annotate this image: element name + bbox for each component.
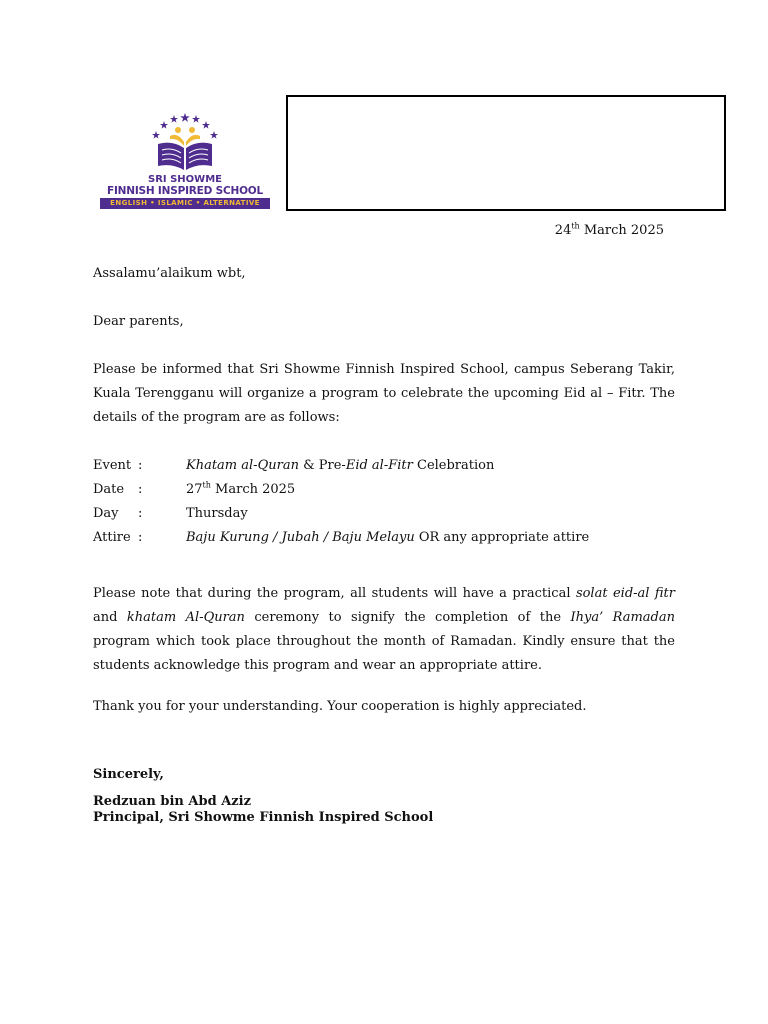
event-date-suffix: th [202,480,211,490]
school-logo [98,112,272,210]
detail-colon: : [138,506,143,521]
event-mid: & Pre- [298,458,346,473]
letter-date [520,223,664,238]
detail-value [186,526,589,550]
intro-paragraph: Please be informed that Sri Showme Finnish Inspired School, campus Seberang Takir, Kuala Terengganu will organize a program to celebrate the upcoming Eid al – Fitr. The details of the program are as follows: [93,362,675,425]
closing: Sincerely, [93,767,164,782]
event-end: Celebration [412,458,495,473]
date-suffix: th [571,221,580,231]
blank-header-box [286,95,726,211]
event-date-rest: March 2025 [210,482,296,497]
detail-row-attire [93,526,675,550]
detail-label: Day [93,506,119,521]
thanks-paragraph: Thank you for your understanding. Your cooperation is highly appreciated. [93,699,587,714]
detail-row-day [93,502,675,526]
detail-row-date [93,478,675,502]
event-italic-1: Khatam al-Quran [186,458,299,473]
detail-label: Attire [93,530,131,545]
note-italic-3: Ihya’ Ramadan [570,610,675,625]
logo-tagline: ENGLISH • ISLAMIC • ALTERNATIVE [100,198,270,209]
event-italic-2: Eid al-Fitr [345,458,413,473]
detail-colon: : [138,482,143,497]
note-part-3: ceremony to signify the completion of the [244,610,571,625]
event-date-day: 27 [186,482,203,497]
detail-row-event [93,454,675,478]
detail-label: Event [93,458,132,473]
greeting: Assalamu’alaikum wbt, [93,266,246,281]
program-note-paragraph [93,582,675,678]
detail-value [186,454,494,478]
program-details [93,454,675,550]
note-italic-2: khatam Al-Quran [126,610,245,625]
detail-colon: : [138,458,143,473]
attire-italic: Baju Kurung / Jubah / Baju Melayu [186,530,415,545]
note-part-4: program which took place throughout the month of Ramadan. Kindly ensure that the students acknowledge this program and wear an appropriate attire. [93,634,675,673]
note-italic-1: solat eid-al fitr [575,586,676,601]
note-part-2: and [93,610,127,625]
date-day: 24 [554,223,572,238]
detail-label: Date [93,482,125,497]
attire-end: OR any appropriate attire [414,530,590,545]
signature-block [93,794,433,826]
logo-school-name-line1: SRI SHOWME [148,174,222,185]
signatory-title: Principal, Sri Showme Finnish Inspired School [93,810,434,825]
salutation: Dear parents, [93,314,184,329]
detail-value: Thursday [186,506,248,521]
logo-school-name-line2: FINNISH INSPIRED SCHOOL [106,185,264,197]
detail-colon: : [138,530,143,545]
detail-value [186,478,295,502]
date-rest: March 2025 [579,223,664,238]
signatory-name: Redzuan bin Abd Aziz [93,794,251,809]
note-part-1: Please note that during the program, all students will have a practical [93,586,576,601]
open-book-stars-icon [150,112,220,174]
